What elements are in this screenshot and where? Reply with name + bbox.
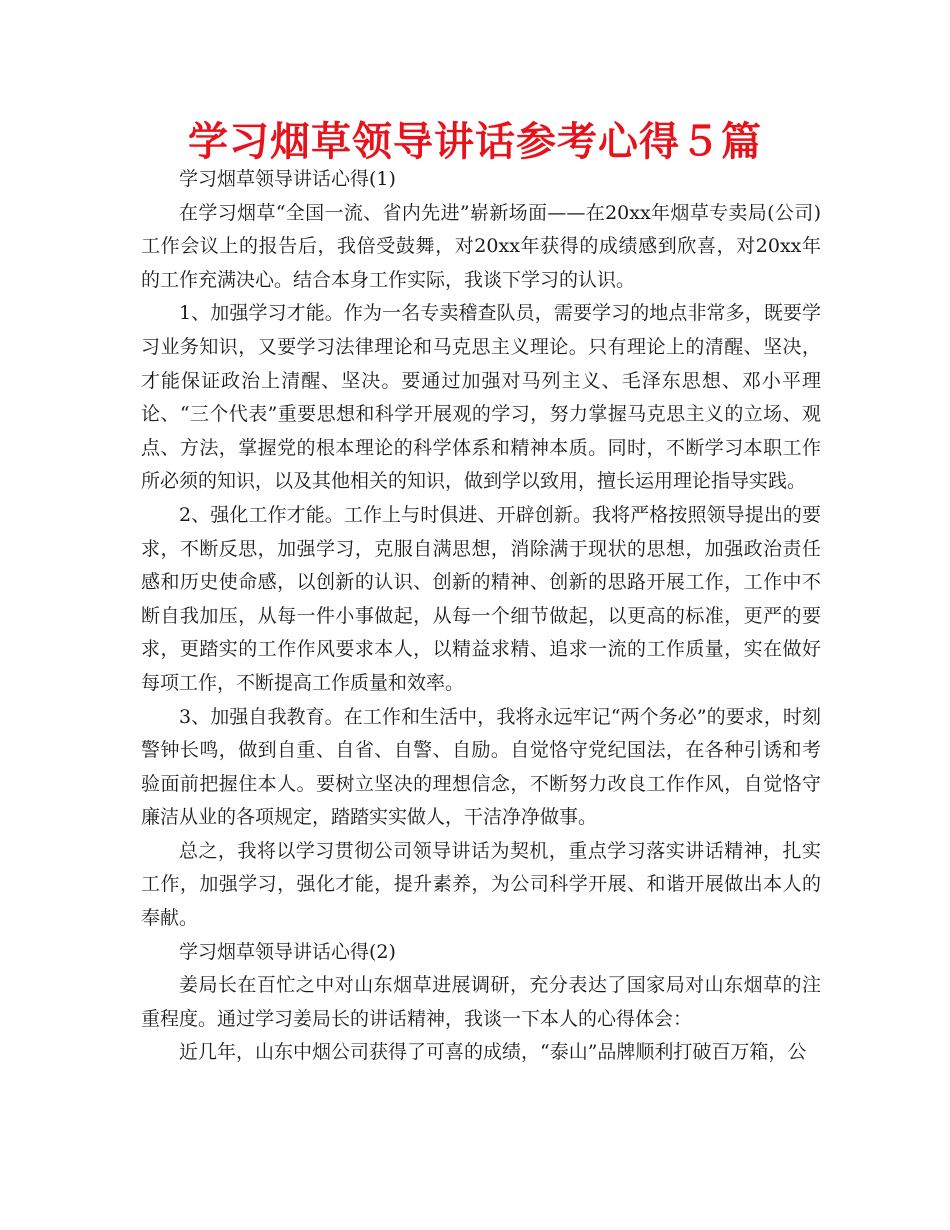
paragraph-point-3: 3、加强自我教育。在工作和生活中，我将永远牢记“两个务必”的要求，时刻警钟长鸣，做到自重、自省、自警、自励。自觉恪守党纪国法，在各种引诱和考验面前把握住本人。要树立坚决的理想信念，不断努力改良工作作风，自觉恪守廉洁从业的各项规定，踏踏实实做人，干洁净净做事。	[141, 705, 821, 829]
paragraph-point-2: 2、强化工作才能。工作上与时俱进、开辟创新。我将严格按照领导提出的要求，不断反思，加强学习，克服自满思想，消除满于现状的思想，加强政治责任感和历史使命感，以创新的认识、创新的精神、创新的思路开展工作，工作中不断自我加压，从每一件小事做起，从每一个细节做起，以更高的标准，更严的要求，更踏实的工作作风要求本人，以精益求精、追求一流的工作质量，实在做好每项工作，不断提高工作质量和效率。	[141, 503, 821, 694]
document-body	[141, 163, 821, 1070]
paragraph-section2-intro: 姜局长在百忙之中对山东烟草进展调研，充分表达了国家局对山东烟草的注重程度。通过学习姜局长的讲话精神，我谈一下本人的心得体会：	[141, 974, 821, 1030]
document-title: 学习烟草领导讲话参考心得５篇	[188, 119, 762, 165]
paragraph-intro: 在学习烟草“全国一流、省内先进”崭新场面——在20xx年烟草专卖局(公司)工作会议上的报告后，我倍受鼓舞，对20xx年获得的成绩感到欣喜，对20xx年的工作充满决心。结合本身工作实际，我谈下学习的认识。	[141, 201, 821, 291]
paragraph-section2-body: 近几年，山东中烟公司获得了可喜的成绩，“泰山”品牌顺利打破百万箱，公	[179, 1041, 807, 1064]
paragraph-point-1: 1、加强学习才能。作为一名专卖稽查队员，需要学习的地点非常多，既要学习业务知识，又要学习法律理论和马克思主义理论。只有理论上的清醒、坚决，才能保证政治上清醒、坚决。要通过加强对马列主义、毛泽东思想、邓小平理论、“三个代表”重要思想和科学开展观的学习，努力掌握马克思主义的立场、观点、方法，掌握党的根本理论的科学体系和精神本质。同时，不断学习本职工作所必须的知识，以及其他相关的知识，做到学以致用，擅长运用理论指导实践。	[141, 302, 821, 493]
section-heading-1: 学习烟草领导讲话心得(1)	[179, 168, 396, 190]
paragraph-summary: 总之，我将以学习贯彻公司领导讲话为契机，重点学习落实讲话精神，扎实工作，加强学习，强化才能，提升素养，为公司科学开展、和谐开展做出本人的奉献。	[141, 839, 821, 930]
section-heading-2: 学习烟草领导讲话心得(2)	[179, 940, 396, 963]
